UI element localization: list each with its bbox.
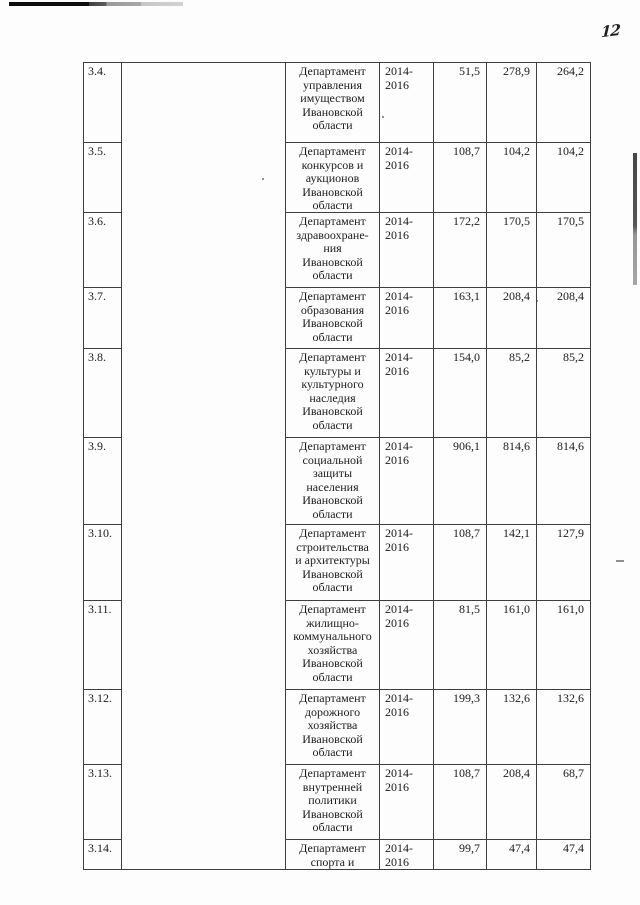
executor-line: области bbox=[312, 198, 353, 213]
executor-line: Департамент bbox=[299, 214, 366, 228]
value-cell: 127,9 bbox=[537, 525, 590, 601]
executor-line: культурного bbox=[301, 377, 364, 392]
period-line: 2016 bbox=[385, 779, 409, 794]
period-cell bbox=[380, 288, 434, 349]
value-cell: 208,4 bbox=[487, 765, 537, 840]
executor-cell bbox=[286, 840, 380, 869]
row-number-cell: 3.11. bbox=[84, 601, 122, 690]
executor-line: коммунального bbox=[293, 629, 372, 644]
executor-line: Департамент bbox=[299, 526, 366, 540]
period-line: 2016 bbox=[385, 854, 409, 869]
value-cell: 170,5 bbox=[487, 213, 537, 288]
scan-artifact-right-streak bbox=[633, 153, 637, 285]
value-cell: 104,2 bbox=[537, 143, 590, 213]
value-cell: 208,4 bbox=[537, 288, 590, 349]
period-cell bbox=[380, 601, 434, 690]
executor-line: управления bbox=[303, 77, 362, 92]
period-line: 2014- bbox=[385, 214, 413, 228]
executor-line: хозяйства bbox=[307, 718, 358, 733]
value-cell: 199,3 bbox=[434, 690, 487, 765]
row-number-cell: 3.10. bbox=[84, 525, 122, 601]
handwritten-page-number: 12 bbox=[600, 20, 621, 42]
executor-line: Ивановской bbox=[302, 656, 363, 671]
period-line: 2014- bbox=[385, 64, 413, 78]
period-line: 2016 bbox=[385, 157, 409, 172]
period-cell bbox=[380, 63, 434, 143]
executor-line: Департамент bbox=[299, 691, 366, 705]
period-line: 2014- bbox=[385, 766, 413, 780]
value-cell: 132,6 bbox=[487, 690, 537, 765]
executor-line: конкурсов и bbox=[301, 157, 364, 172]
executor-line: Ивановской bbox=[302, 806, 363, 821]
executor-line: имуществом bbox=[300, 91, 365, 106]
executor-line: Департамент bbox=[299, 602, 366, 616]
period-line: 2016 bbox=[385, 539, 409, 554]
period-line: 2016 bbox=[385, 615, 409, 630]
executor-line: области bbox=[312, 669, 353, 684]
period-cell bbox=[380, 840, 434, 869]
executor-line: области bbox=[312, 417, 353, 432]
executor-line: Департамент bbox=[299, 766, 366, 780]
executor-line: Департамент bbox=[299, 64, 366, 78]
executor-cell bbox=[286, 601, 380, 690]
value-cell: 161,0 bbox=[487, 601, 537, 690]
executor-line: социальной bbox=[302, 452, 363, 467]
executor-line: жилищно- bbox=[306, 615, 359, 630]
executor-line: культуры и bbox=[304, 363, 361, 378]
value-cell: 47,4 bbox=[563, 841, 584, 855]
value-cell: 108,7 bbox=[434, 525, 487, 601]
period-line: 2016 bbox=[385, 704, 409, 719]
departments-table bbox=[83, 62, 591, 870]
value-cell: 161,0 bbox=[537, 601, 590, 690]
value-cell: 68,7 bbox=[537, 765, 590, 840]
executor-cell bbox=[286, 765, 380, 840]
value-cell: 142,1 bbox=[487, 525, 537, 601]
period-line: 2016 bbox=[385, 452, 409, 467]
row-number-cell: 3.13. bbox=[84, 765, 122, 840]
value-cell: 132,6 bbox=[537, 690, 590, 765]
period-line: 2014- bbox=[385, 526, 413, 540]
executor-line: образования bbox=[300, 302, 365, 317]
executor-line: политики bbox=[308, 793, 357, 808]
value-cell: 264,2 bbox=[537, 63, 590, 143]
row-number-cell: 3.14. bbox=[84, 840, 122, 869]
executor-line: Ивановской bbox=[302, 316, 363, 331]
row-number-cell: 3.8. bbox=[84, 349, 122, 438]
executor-line: населения bbox=[306, 479, 359, 494]
value-cell: 99,7 bbox=[434, 840, 487, 869]
value-cell: 85,2 bbox=[537, 349, 590, 438]
period-line: 2016 bbox=[385, 77, 409, 92]
executor-cell bbox=[286, 63, 380, 143]
executor-line: области bbox=[312, 820, 353, 835]
row-number-cell: 3.5. bbox=[84, 143, 122, 213]
executor-line: спорта и bbox=[310, 854, 355, 869]
period-line: 2016 bbox=[385, 302, 409, 317]
executor-line: хозяйства bbox=[307, 642, 358, 657]
executor-line: Департамент bbox=[299, 289, 366, 303]
value-cell: 170,5 bbox=[537, 213, 590, 288]
executor-cell bbox=[286, 213, 380, 288]
value-cell: 108,7 bbox=[434, 143, 487, 213]
executor-line: Ивановской bbox=[302, 404, 363, 419]
period-cell bbox=[380, 438, 434, 525]
value-cell: 814,6 bbox=[487, 438, 537, 525]
value-cell: 108,7 bbox=[434, 765, 487, 840]
value-cell: 85,2 bbox=[487, 349, 537, 438]
executor-line: области bbox=[312, 745, 353, 760]
executor-cell bbox=[286, 143, 380, 213]
scan-artifact-dash bbox=[616, 560, 624, 562]
executor-line: области bbox=[312, 506, 353, 521]
executor-cell bbox=[286, 438, 380, 525]
executor-line: строительства bbox=[296, 539, 369, 554]
row-number-cell: 3.9. bbox=[84, 438, 122, 525]
period-line: 2016 bbox=[385, 227, 409, 242]
value-cell: 208,4 bbox=[487, 288, 537, 349]
value-cell: 51,5 bbox=[434, 63, 487, 143]
executor-line: здравоохране- bbox=[296, 227, 369, 242]
value-cell: 154,0 bbox=[434, 349, 487, 438]
period-line: 2014- bbox=[385, 841, 413, 855]
executor-line: области bbox=[312, 329, 353, 344]
value-cell: 172,2 bbox=[434, 213, 487, 288]
value-cell: 278,9 bbox=[487, 63, 537, 143]
executor-line: области bbox=[312, 268, 353, 283]
executor-line: Ивановской bbox=[302, 731, 363, 746]
period-line: 2014- bbox=[385, 289, 413, 303]
period-line: 2014- bbox=[385, 439, 413, 453]
value-cell: 906,1 bbox=[434, 438, 487, 525]
executor-line: Ивановской bbox=[302, 566, 363, 581]
executor-line: Департамент bbox=[299, 144, 366, 158]
executor-line: Ивановской bbox=[302, 254, 363, 269]
executor-cell bbox=[286, 525, 380, 601]
executor-cell bbox=[286, 349, 380, 438]
period-line: 2014- bbox=[385, 602, 413, 616]
executor-line: наследия bbox=[309, 390, 356, 405]
value-cell: 814,6 bbox=[537, 438, 590, 525]
period-line: 2014- bbox=[385, 691, 413, 705]
row-number-cell: 3.7. bbox=[84, 288, 122, 349]
period-cell bbox=[380, 525, 434, 601]
value-cell: 163,1 bbox=[434, 288, 487, 349]
executor-line: Ивановской bbox=[302, 493, 363, 508]
row-number-cell: 3.6. bbox=[84, 213, 122, 288]
executor-line: и архитектуры bbox=[295, 553, 370, 568]
period-line: 2014- bbox=[385, 350, 413, 364]
executor-line: области bbox=[312, 580, 353, 595]
executor-line: внутренней bbox=[302, 779, 363, 794]
period-cell bbox=[380, 213, 434, 288]
period-cell bbox=[380, 349, 434, 438]
executor-line: ния bbox=[323, 241, 342, 256]
executor-line: Департамент bbox=[299, 439, 366, 453]
executor-cell bbox=[286, 690, 380, 765]
value-cell: 104,2 bbox=[487, 143, 537, 213]
empty-column-cell bbox=[122, 63, 286, 869]
executor-line: Департамент bbox=[299, 841, 366, 855]
period-line: 2016 bbox=[385, 363, 409, 378]
period-cell bbox=[380, 143, 434, 213]
executor-line: Ивановской bbox=[302, 184, 363, 199]
value-cell: 47,4 bbox=[487, 840, 537, 869]
period-line: 2014- bbox=[385, 144, 413, 158]
row-number-cell: 3.12. bbox=[84, 690, 122, 765]
period-cell bbox=[380, 690, 434, 765]
executor-cell bbox=[286, 288, 380, 349]
executor-line: области bbox=[312, 118, 353, 133]
executor-line: Департамент bbox=[299, 350, 366, 364]
value-cell: 81,5 bbox=[434, 601, 487, 690]
executor-line: защиты bbox=[312, 466, 353, 481]
period-cell bbox=[380, 765, 434, 840]
executor-line: дорожного bbox=[304, 704, 361, 719]
executor-line: Ивановской bbox=[302, 104, 363, 119]
row-number-cell: 3.4. bbox=[84, 63, 122, 143]
scan-artifact-top-bar bbox=[9, 2, 183, 6]
executor-line: аукционов bbox=[305, 171, 360, 186]
